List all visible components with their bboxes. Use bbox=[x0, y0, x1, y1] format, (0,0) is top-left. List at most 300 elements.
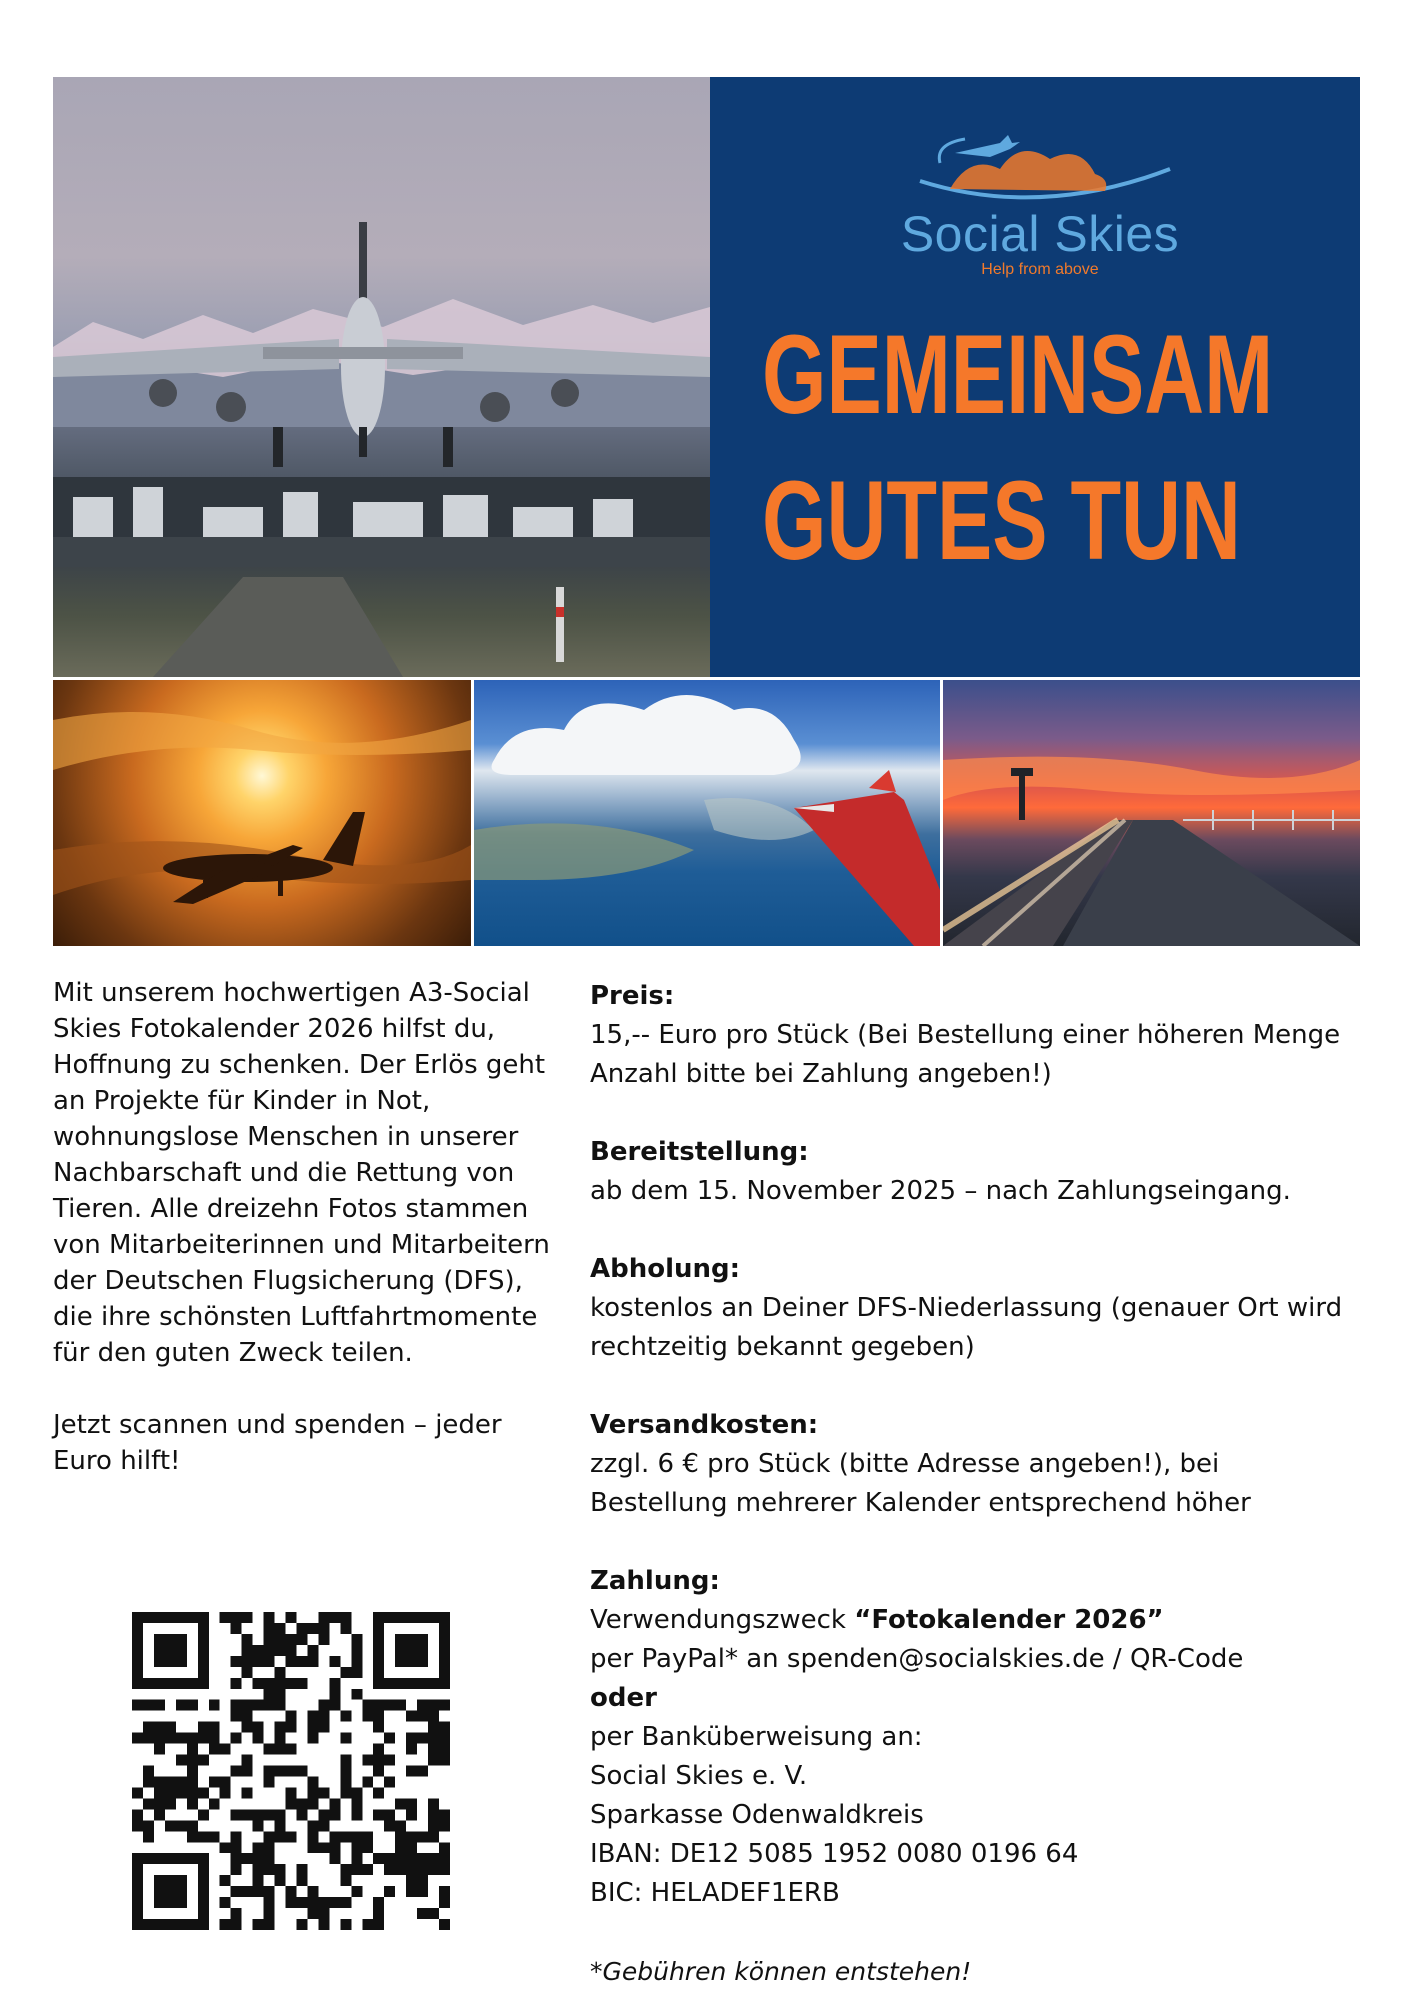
qr-module bbox=[362, 1919, 373, 1930]
qr-module bbox=[242, 1612, 253, 1623]
payment-heading: Zahlung: bbox=[590, 1566, 720, 1596]
qr-module bbox=[176, 1700, 187, 1711]
qr-module bbox=[417, 1612, 428, 1623]
qr-module bbox=[198, 1864, 209, 1875]
highway-sunset-illustration bbox=[943, 680, 1360, 946]
qr-module bbox=[220, 1842, 231, 1853]
qr-module bbox=[329, 1678, 340, 1689]
qr-module bbox=[132, 1634, 143, 1645]
qr-module bbox=[275, 1744, 286, 1755]
qr-module bbox=[231, 1831, 242, 1842]
social-skies-logo bbox=[880, 129, 1200, 279]
qr-module bbox=[264, 1678, 275, 1689]
qr-module bbox=[329, 1897, 340, 1908]
payment-iban: IBAN: DE12 5085 1952 0080 0196 64 bbox=[590, 1839, 1079, 1869]
qr-module bbox=[329, 1612, 340, 1623]
qr-module bbox=[439, 1678, 450, 1689]
qr-module bbox=[395, 1645, 406, 1656]
qr-module bbox=[395, 1656, 406, 1667]
qr-module bbox=[198, 1908, 209, 1919]
qr-module bbox=[329, 1831, 340, 1842]
qr-module bbox=[209, 1700, 220, 1711]
qr-module bbox=[132, 1853, 143, 1864]
qr-module bbox=[187, 1831, 198, 1842]
qr-module bbox=[187, 1776, 198, 1787]
qr-module bbox=[275, 1722, 286, 1733]
qr-module bbox=[264, 1919, 275, 1930]
qr-module bbox=[231, 1919, 242, 1930]
qr-module bbox=[395, 1634, 406, 1645]
qr-module bbox=[154, 1634, 165, 1645]
qr-module bbox=[373, 1612, 384, 1623]
qr-module bbox=[439, 1623, 450, 1634]
qr-module bbox=[439, 1700, 450, 1711]
price-text: 15,-- Euro pro Stück (Bei Bestellung einer höheren Menge Anzahl bitte bei Zahlung angeben!) bbox=[590, 1020, 1341, 1089]
qr-module bbox=[307, 1897, 318, 1908]
qr-module bbox=[439, 1897, 450, 1908]
qr-module bbox=[340, 1766, 351, 1777]
qr-module bbox=[373, 1722, 384, 1733]
qr-module bbox=[242, 1656, 253, 1667]
qr-module bbox=[132, 1820, 143, 1831]
qr-module bbox=[307, 1842, 318, 1853]
qr-module bbox=[275, 1733, 286, 1744]
qr-module bbox=[231, 1842, 242, 1853]
qr-module bbox=[198, 1897, 209, 1908]
hero-banner bbox=[53, 77, 1360, 677]
qr-module bbox=[340, 1667, 351, 1678]
qr-module bbox=[231, 1766, 242, 1777]
qr-module bbox=[264, 1623, 275, 1634]
qr-module bbox=[187, 1798, 198, 1809]
qr-module bbox=[242, 1667, 253, 1678]
qr-module bbox=[439, 1656, 450, 1667]
qr-module bbox=[154, 1678, 165, 1689]
qr-module bbox=[296, 1766, 307, 1777]
qr-module bbox=[307, 1820, 318, 1831]
qr-module bbox=[154, 1744, 165, 1755]
qr-module bbox=[176, 1755, 187, 1766]
qr-module bbox=[286, 1678, 297, 1689]
qr-module bbox=[176, 1820, 187, 1831]
brand-panel bbox=[710, 77, 1360, 677]
qr-module bbox=[362, 1700, 373, 1711]
qr-module bbox=[231, 1809, 242, 1820]
qr-module bbox=[329, 1700, 340, 1711]
qr-module bbox=[198, 1886, 209, 1897]
qr-module bbox=[340, 1623, 351, 1634]
availability-text: ab dem 15. November 2025 – nach Zahlungseingang. bbox=[590, 1176, 1291, 1206]
qr-module bbox=[428, 1744, 439, 1755]
qr-module bbox=[351, 1656, 362, 1667]
price-section bbox=[590, 977, 1360, 1094]
qr-module bbox=[132, 1886, 143, 1897]
shipping-text: zzgl. 6 € pro Stück (bitte Adresse angeben!), bei Bestellung mehrerer Kalender entsprechend höher bbox=[590, 1449, 1251, 1518]
payment-recipient: Social Skies e. V. bbox=[590, 1761, 808, 1791]
qr-module bbox=[198, 1809, 209, 1820]
qr-module bbox=[406, 1842, 417, 1853]
qr-module bbox=[275, 1645, 286, 1656]
qr-module bbox=[264, 1831, 275, 1842]
qr-module bbox=[176, 1656, 187, 1667]
qr-module bbox=[275, 1623, 286, 1634]
qr-module bbox=[351, 1645, 362, 1656]
qr-module bbox=[198, 1678, 209, 1689]
qr-module bbox=[154, 1897, 165, 1908]
qr-module bbox=[307, 1798, 318, 1809]
qr-module bbox=[296, 1809, 307, 1820]
qr-module bbox=[373, 1744, 384, 1755]
qr-module bbox=[384, 1864, 395, 1875]
qr-module bbox=[318, 1711, 329, 1722]
qr-module bbox=[132, 1667, 143, 1678]
qr-module bbox=[439, 1634, 450, 1645]
qr-module bbox=[275, 1700, 286, 1711]
qr-module bbox=[373, 1711, 384, 1722]
payment-section bbox=[590, 1562, 1360, 1913]
qr-module bbox=[176, 1919, 187, 1930]
qr-module bbox=[439, 1919, 450, 1930]
payment-purpose-value: “Fotokalender 2026” bbox=[854, 1605, 1164, 1635]
qr-module bbox=[187, 1678, 198, 1689]
qr-module bbox=[351, 1798, 362, 1809]
payment-bic: BIC: HELADEF1ERB bbox=[590, 1878, 840, 1908]
qr-module bbox=[275, 1634, 286, 1645]
call-to-action: Jetzt scannen und spenden – jeder Euro hilft! bbox=[53, 1410, 502, 1476]
qr-module bbox=[318, 1700, 329, 1711]
qr-module bbox=[373, 1809, 384, 1820]
qr-module bbox=[154, 1612, 165, 1623]
qr-module bbox=[417, 1864, 428, 1875]
qr-module bbox=[340, 1919, 351, 1930]
qr-module bbox=[307, 1831, 318, 1842]
qr-module bbox=[132, 1700, 143, 1711]
qr-module bbox=[264, 1744, 275, 1755]
qr-module bbox=[242, 1711, 253, 1722]
qr-module bbox=[318, 1612, 329, 1623]
qr-module bbox=[329, 1853, 340, 1864]
qr-module bbox=[362, 1842, 373, 1853]
qr-module bbox=[275, 1667, 286, 1678]
qr-module bbox=[428, 1755, 439, 1766]
qr-module bbox=[264, 1853, 275, 1864]
qr-module bbox=[253, 1656, 264, 1667]
qr-module bbox=[165, 1634, 176, 1645]
qr-module bbox=[220, 1919, 231, 1930]
qr-module bbox=[428, 1733, 439, 1744]
qr-module bbox=[198, 1853, 209, 1864]
qr-module bbox=[165, 1875, 176, 1886]
qr-module bbox=[253, 1722, 264, 1733]
qr-code-icon[interactable] bbox=[132, 1612, 450, 1930]
qr-module bbox=[132, 1678, 143, 1689]
qr-module bbox=[154, 1722, 165, 1733]
qr-module bbox=[264, 1766, 275, 1777]
qr-module bbox=[417, 1875, 428, 1886]
qr-module bbox=[198, 1645, 209, 1656]
aerial-wing-illustration bbox=[474, 680, 940, 946]
qr-module bbox=[428, 1853, 439, 1864]
qr-module bbox=[132, 1919, 143, 1930]
qr-module bbox=[417, 1766, 428, 1777]
brand-tagline: Help from above bbox=[981, 261, 1099, 278]
qr-module bbox=[198, 1755, 209, 1766]
headline bbox=[762, 302, 1274, 594]
qr-module bbox=[198, 1875, 209, 1886]
qr-module bbox=[220, 1776, 231, 1787]
qr-module bbox=[286, 1766, 297, 1777]
qr-module bbox=[242, 1722, 253, 1733]
qr-module bbox=[439, 1612, 450, 1623]
qr-module bbox=[264, 1864, 275, 1875]
qr-module bbox=[307, 1733, 318, 1744]
qr-module bbox=[362, 1831, 373, 1842]
qr-module bbox=[318, 1820, 329, 1831]
qr-module bbox=[373, 1853, 384, 1864]
qr-module bbox=[351, 1853, 362, 1864]
qr-module bbox=[253, 1820, 264, 1831]
qr-module bbox=[143, 1853, 154, 1864]
qr-module bbox=[275, 1689, 286, 1700]
qr-module bbox=[406, 1809, 417, 1820]
qr-module bbox=[253, 1678, 264, 1689]
headline-line-1: GEMEINSAM bbox=[762, 312, 1274, 437]
qr-module bbox=[384, 1820, 395, 1831]
sunset-plane-illustration bbox=[53, 680, 471, 946]
payment-purpose-label: Verwendungszweck bbox=[590, 1605, 855, 1635]
qr-module bbox=[340, 1755, 351, 1766]
qr-module bbox=[264, 1776, 275, 1787]
qr-module bbox=[329, 1689, 340, 1700]
qr-module bbox=[286, 1634, 297, 1645]
qr-module bbox=[286, 1645, 297, 1656]
qr-module bbox=[318, 1634, 329, 1645]
qr-module bbox=[417, 1700, 428, 1711]
qr-module bbox=[187, 1755, 198, 1766]
qr-module bbox=[384, 1612, 395, 1623]
qr-module bbox=[395, 1820, 406, 1831]
qr-module bbox=[275, 1766, 286, 1777]
qr-module bbox=[428, 1820, 439, 1831]
qr-module bbox=[406, 1886, 417, 1897]
qr-module bbox=[307, 1787, 318, 1798]
qr-module bbox=[264, 1897, 275, 1908]
qr-module bbox=[329, 1798, 340, 1809]
qr-module bbox=[439, 1864, 450, 1875]
qr-module bbox=[209, 1831, 220, 1842]
qr-module bbox=[187, 1853, 198, 1864]
headline-line-2: GUTES TUN bbox=[762, 458, 1241, 583]
qr-module bbox=[362, 1776, 373, 1787]
qr-module bbox=[417, 1733, 428, 1744]
qr-module bbox=[439, 1744, 450, 1755]
qr-module bbox=[351, 1667, 362, 1678]
qr-module bbox=[242, 1634, 253, 1645]
qr-module bbox=[154, 1656, 165, 1667]
qr-module bbox=[439, 1755, 450, 1766]
pickup-heading: Abholung: bbox=[590, 1254, 741, 1284]
qr-module bbox=[242, 1700, 253, 1711]
qr-module bbox=[384, 1776, 395, 1787]
qr-module bbox=[154, 1798, 165, 1809]
qr-module bbox=[406, 1612, 417, 1623]
qr-module bbox=[264, 1634, 275, 1645]
qr-module bbox=[406, 1766, 417, 1777]
qr-module bbox=[417, 1656, 428, 1667]
qr-module bbox=[428, 1798, 439, 1809]
qr-module bbox=[307, 1645, 318, 1656]
qr-module bbox=[264, 1656, 275, 1667]
qr-module bbox=[209, 1722, 220, 1733]
qr-module bbox=[209, 1776, 220, 1787]
aerial-wing-photo bbox=[474, 680, 940, 946]
qr-module bbox=[275, 1678, 286, 1689]
qr-module bbox=[231, 1678, 242, 1689]
shipping-section bbox=[590, 1406, 1360, 1523]
qr-module bbox=[165, 1776, 176, 1787]
qr-module bbox=[198, 1623, 209, 1634]
qr-module bbox=[165, 1787, 176, 1798]
qr-module bbox=[264, 1908, 275, 1919]
qr-module bbox=[373, 1919, 384, 1930]
qr-module bbox=[253, 1700, 264, 1711]
qr-module bbox=[351, 1886, 362, 1897]
qr-module bbox=[242, 1787, 253, 1798]
qr-module bbox=[318, 1842, 329, 1853]
qr-module bbox=[198, 1656, 209, 1667]
qr-module bbox=[220, 1612, 231, 1623]
qr-module bbox=[165, 1919, 176, 1930]
qr-module bbox=[286, 1711, 297, 1722]
qr-module bbox=[296, 1864, 307, 1875]
qr-module bbox=[373, 1766, 384, 1777]
qr-module bbox=[384, 1755, 395, 1766]
qr-module bbox=[373, 1645, 384, 1656]
qr-module bbox=[264, 1809, 275, 1820]
qr-module bbox=[231, 1853, 242, 1864]
qr-module bbox=[253, 1842, 264, 1853]
qr-module bbox=[165, 1645, 176, 1656]
qr-module bbox=[154, 1809, 165, 1820]
qr-module bbox=[132, 1864, 143, 1875]
qr-module bbox=[176, 1612, 187, 1623]
qr-module bbox=[286, 1886, 297, 1897]
qr-module bbox=[351, 1787, 362, 1798]
qr-module bbox=[253, 1875, 264, 1886]
qr-module bbox=[307, 1908, 318, 1919]
qr-module bbox=[143, 1700, 154, 1711]
qr-module bbox=[220, 1897, 231, 1908]
qr-module bbox=[220, 1744, 231, 1755]
qr-module bbox=[231, 1886, 242, 1897]
qr-module bbox=[428, 1711, 439, 1722]
qr-module bbox=[253, 1853, 264, 1864]
qr-module bbox=[176, 1853, 187, 1864]
qr-module bbox=[253, 1886, 264, 1897]
qr-module bbox=[417, 1645, 428, 1656]
qr-module bbox=[373, 1908, 384, 1919]
qr-module bbox=[143, 1831, 154, 1842]
qr-module bbox=[439, 1820, 450, 1831]
qr-module bbox=[384, 1809, 395, 1820]
qr-module bbox=[395, 1864, 406, 1875]
qr-module bbox=[286, 1656, 297, 1667]
qr-module bbox=[340, 1864, 351, 1875]
qr-module bbox=[373, 1634, 384, 1645]
qr-module bbox=[318, 1722, 329, 1733]
qr-module bbox=[165, 1656, 176, 1667]
qr-module bbox=[318, 1908, 329, 1919]
qr-module bbox=[296, 1875, 307, 1886]
availability-heading: Bereitstellung: bbox=[590, 1137, 809, 1167]
qr-module bbox=[406, 1875, 417, 1886]
qr-module bbox=[286, 1897, 297, 1908]
qr-module bbox=[242, 1755, 253, 1766]
qr-module bbox=[176, 1776, 187, 1787]
qr-module bbox=[428, 1809, 439, 1820]
qr-module bbox=[242, 1853, 253, 1864]
qr-module bbox=[187, 1919, 198, 1930]
qr-module bbox=[340, 1776, 351, 1787]
qr-module bbox=[406, 1864, 417, 1875]
qr-module bbox=[428, 1700, 439, 1711]
qr-module bbox=[417, 1678, 428, 1689]
qr-module bbox=[439, 1667, 450, 1678]
qr-module bbox=[373, 1755, 384, 1766]
qr-module bbox=[373, 1787, 384, 1798]
qr-module bbox=[428, 1612, 439, 1623]
qr-module bbox=[275, 1831, 286, 1842]
qr-module bbox=[340, 1711, 351, 1722]
qr-module bbox=[154, 1733, 165, 1744]
qr-module bbox=[143, 1820, 154, 1831]
qr-module bbox=[395, 1853, 406, 1864]
qr-module bbox=[231, 1700, 242, 1711]
qr-module bbox=[439, 1645, 450, 1656]
payment-purpose bbox=[590, 1601, 1360, 1640]
qr-module bbox=[406, 1798, 417, 1809]
qr-module bbox=[176, 1787, 187, 1798]
qr-module bbox=[165, 1886, 176, 1897]
qr-module bbox=[439, 1853, 450, 1864]
qr-module bbox=[176, 1678, 187, 1689]
qr-module bbox=[439, 1733, 450, 1744]
qr-module bbox=[439, 1886, 450, 1897]
availability-section bbox=[590, 1133, 1360, 1211]
qr-module bbox=[253, 1645, 264, 1656]
qr-module bbox=[209, 1733, 220, 1744]
qr-module bbox=[143, 1776, 154, 1787]
qr-module bbox=[231, 1656, 242, 1667]
qr-module bbox=[132, 1656, 143, 1667]
qr-module bbox=[395, 1798, 406, 1809]
order-details bbox=[590, 977, 1360, 1991]
payment-or: oder bbox=[590, 1683, 657, 1713]
qr-module bbox=[154, 1645, 165, 1656]
qr-module bbox=[154, 1776, 165, 1787]
qr-module bbox=[154, 1853, 165, 1864]
qr-module bbox=[187, 1820, 198, 1831]
qr-module bbox=[373, 1656, 384, 1667]
qr-module bbox=[406, 1645, 417, 1656]
sunset-plane-photo bbox=[53, 680, 471, 946]
qr-code-graphic bbox=[132, 1612, 450, 1930]
qr-module bbox=[307, 1623, 318, 1634]
qr-module bbox=[154, 1886, 165, 1897]
qr-module bbox=[329, 1809, 340, 1820]
qr-module bbox=[406, 1656, 417, 1667]
qr-module bbox=[176, 1645, 187, 1656]
